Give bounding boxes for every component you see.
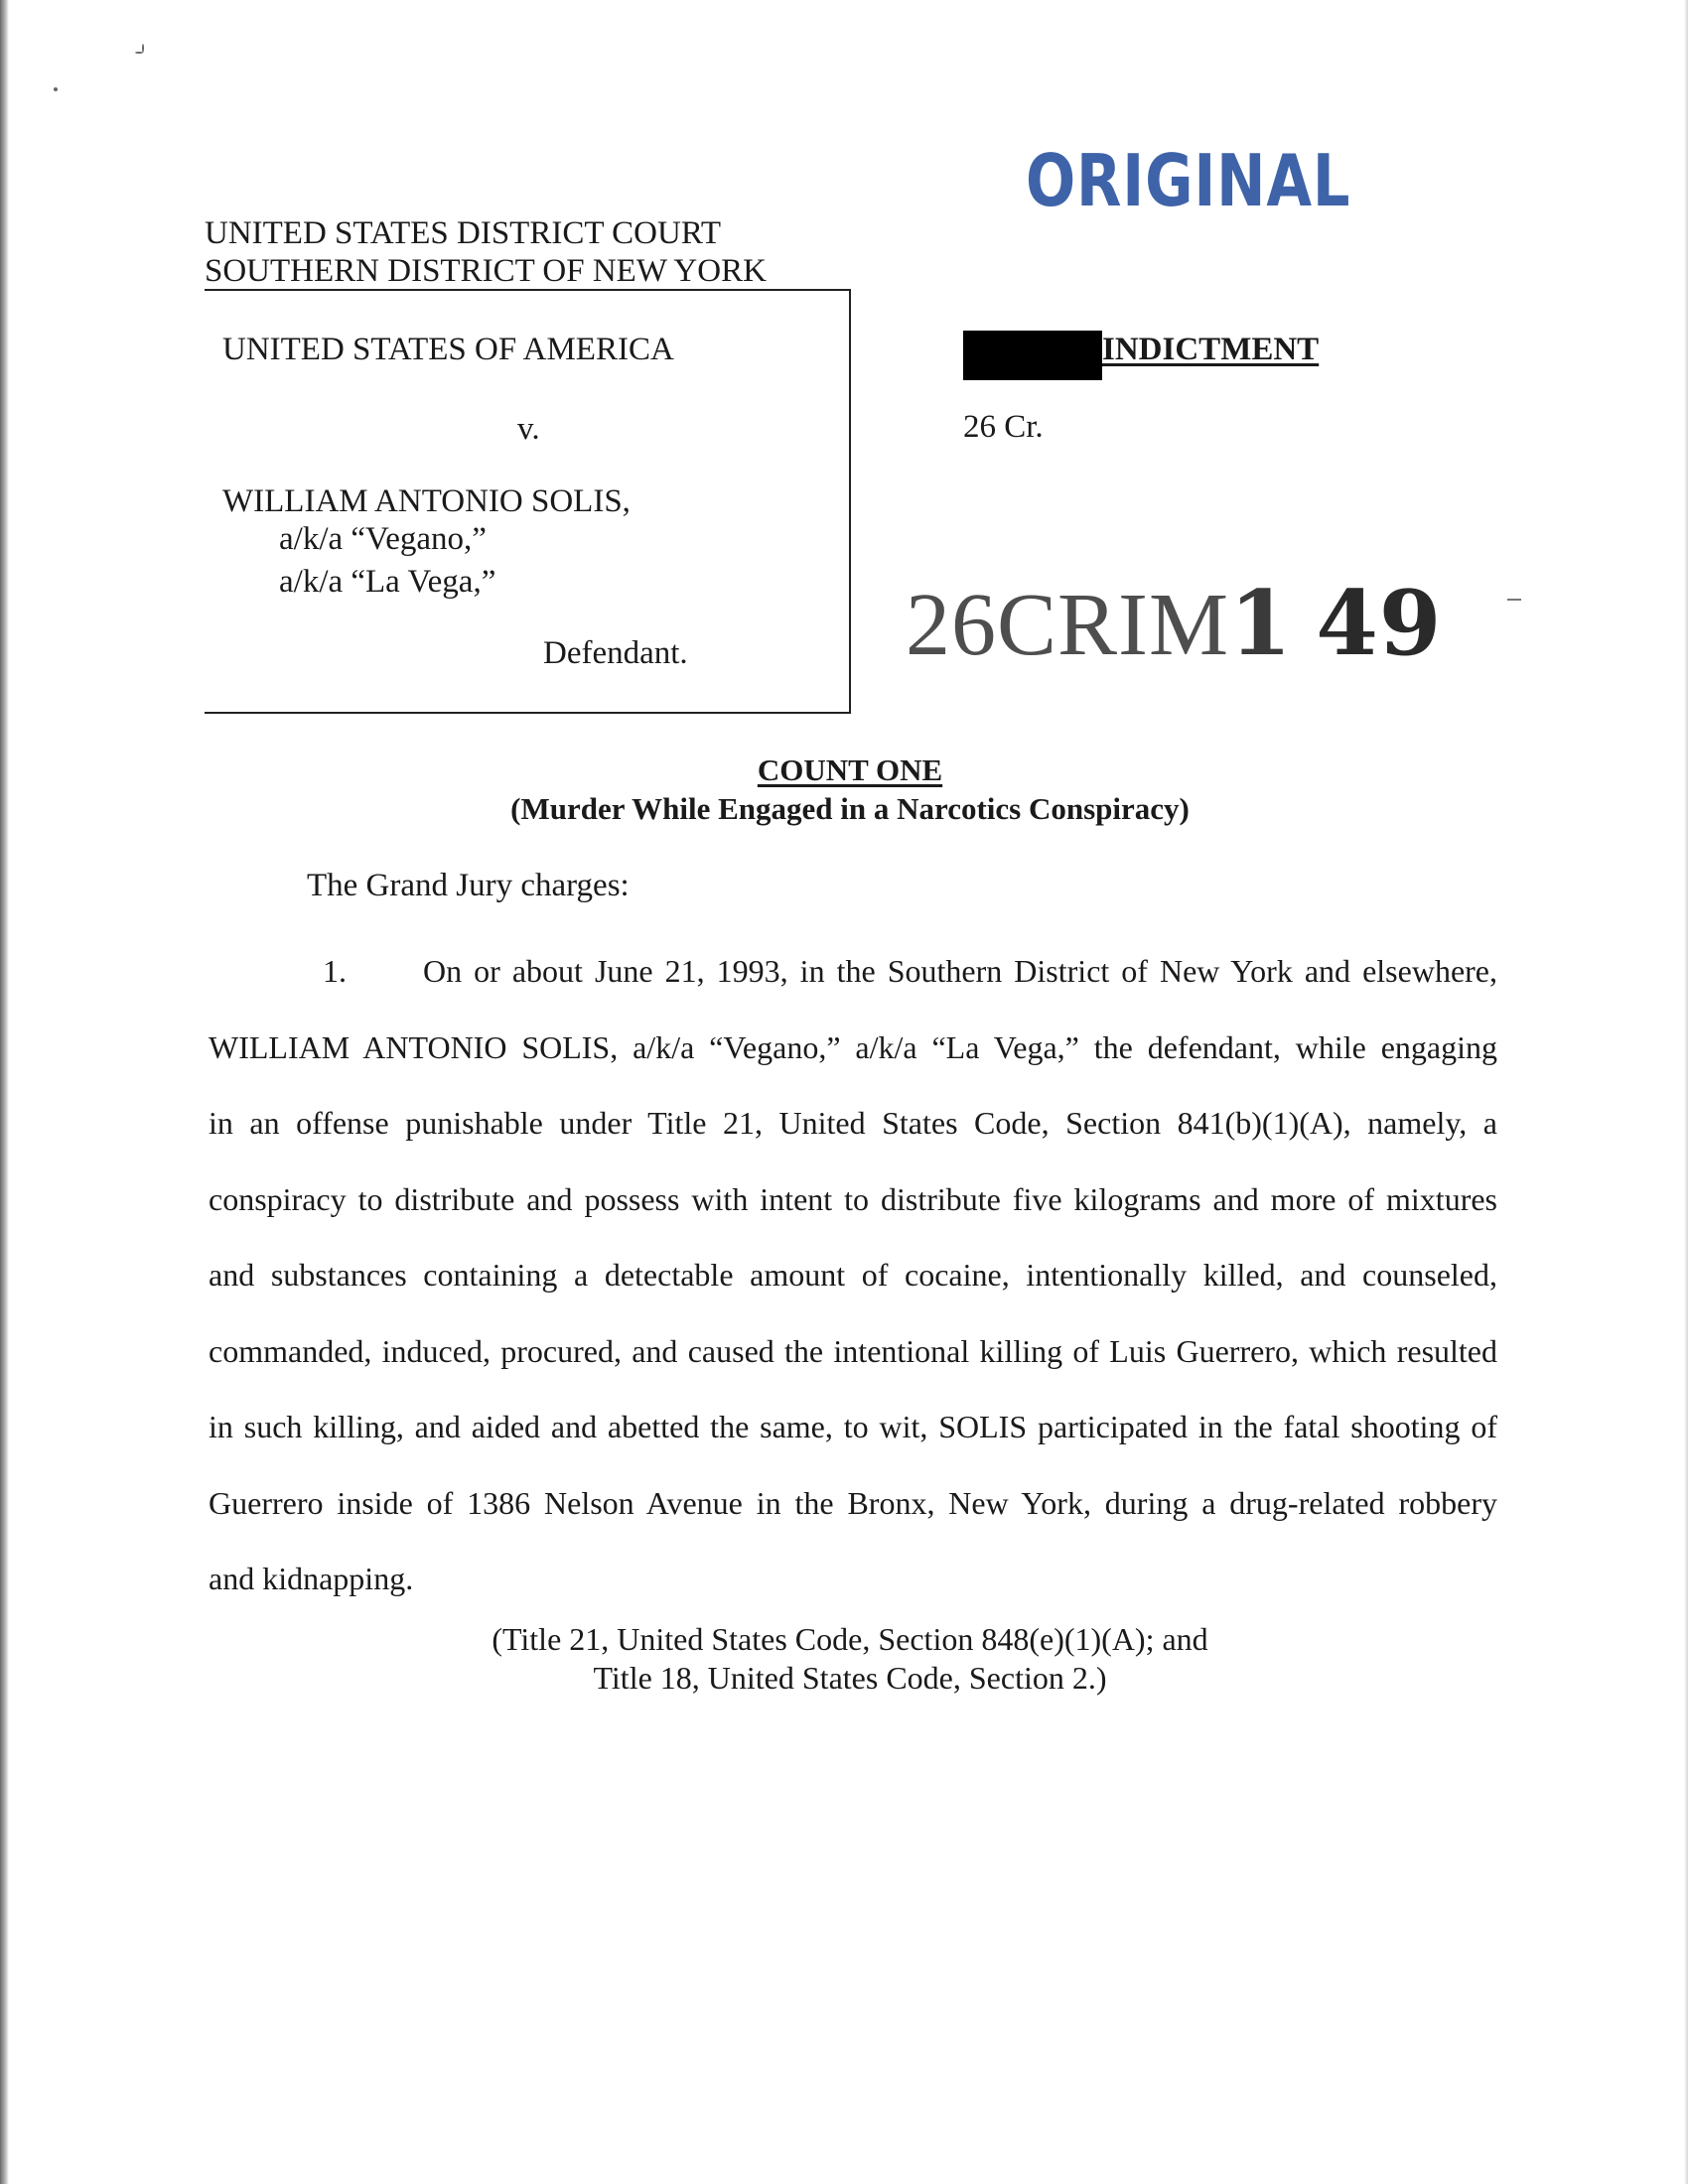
paragraph-1: [209, 933, 1497, 1617]
statute-citation-2: Title 18, United States Code, Section 2.): [593, 1660, 1107, 1696]
count-subtitle: (Murder While Engaged in a Narcotics Conspiracy): [510, 791, 1190, 826]
paragraph-line: conspiracy to distribute and possess with intent to distribute five kilograms and more of mixtures: [209, 1180, 1497, 1217]
case-number-crim: CRIM: [997, 576, 1230, 674]
paragraph-line: 1. On or about June 21, 1993, in the Southern District of New York and elsewhere,: [209, 933, 1497, 1010]
grand-jury-intro: The Grand Jury charges:: [307, 868, 630, 903]
paragraph-number: 1.: [323, 953, 347, 989]
original-stamp: ORIGINAL: [1026, 139, 1351, 222]
defendant-alias-1: a/k/a “Vegano,”: [279, 521, 487, 557]
court-line-1: UNITED STATES DISTRICT COURT: [205, 215, 722, 251]
caption-bottom-rule: [205, 712, 851, 714]
paragraph-line: WILLIAM ANTONIO SOLIS, a/k/a “Vegano,” a/k/a “La Vega,” the defendant, while engaging: [209, 1028, 1497, 1065]
case-number-digit: 1: [1229, 571, 1293, 676]
paragraph-line: Guerrero inside of 1386 Nelson Avenue in the Bronx, New York, during a drug-related robbery: [209, 1484, 1497, 1521]
case-number-stamp: [906, 571, 1442, 676]
court-name: [205, 214, 767, 290]
court-underline: [205, 289, 851, 291]
defendant-label: Defendant.: [543, 635, 688, 671]
defendant-name: WILLIAM ANTONIO SOLIS,: [222, 483, 631, 519]
plaintiff-name: UNITED STATES OF AMERICA: [222, 332, 674, 367]
court-line-2: SOUTHERN DISTRICT OF NEW YORK: [205, 253, 767, 289]
versus: v.: [517, 411, 540, 447]
margin-dash: [1507, 599, 1521, 601]
caption-divider: [849, 290, 851, 714]
redaction-bar: [963, 331, 1102, 380]
paragraph-line: in an offense punishable under Title 21, United States Code, Section 841(b)(1)(A), namely, a: [209, 1105, 1497, 1141]
scan-speck: [142, 44, 144, 53]
cr-number: 26 Cr.: [963, 409, 1044, 445]
case-number-year: 26: [906, 576, 997, 674]
paragraph-line: commanded, induced, procured, and caused the intentional killing of Luis Guerrero, which resulted: [209, 1332, 1497, 1369]
scan-right-edge: [1684, 0, 1688, 2184]
case-number-digits: 49: [1316, 571, 1443, 676]
document-type: INDICTMENT: [1102, 332, 1320, 367]
paragraph-line: and kidnapping.: [209, 1561, 414, 1596]
scan-shadow-edge: [0, 0, 9, 2184]
defendant-alias-2: a/k/a “La Vega,”: [279, 564, 496, 600]
paragraph-line: in such killing, and aided and abetted the same, to wit, SOLIS participated in the fatal shooting of: [209, 1409, 1497, 1444]
paragraph-line: and substances containing a detectable amount of cocaine, intentionally killed, and counseled,: [209, 1257, 1497, 1293]
statute-citation-1: (Title 21, United States Code, Section 848(e)(1)(A); and: [492, 1621, 1208, 1657]
scan-speck: [54, 87, 58, 91]
count-title: COUNT ONE: [757, 752, 943, 787]
